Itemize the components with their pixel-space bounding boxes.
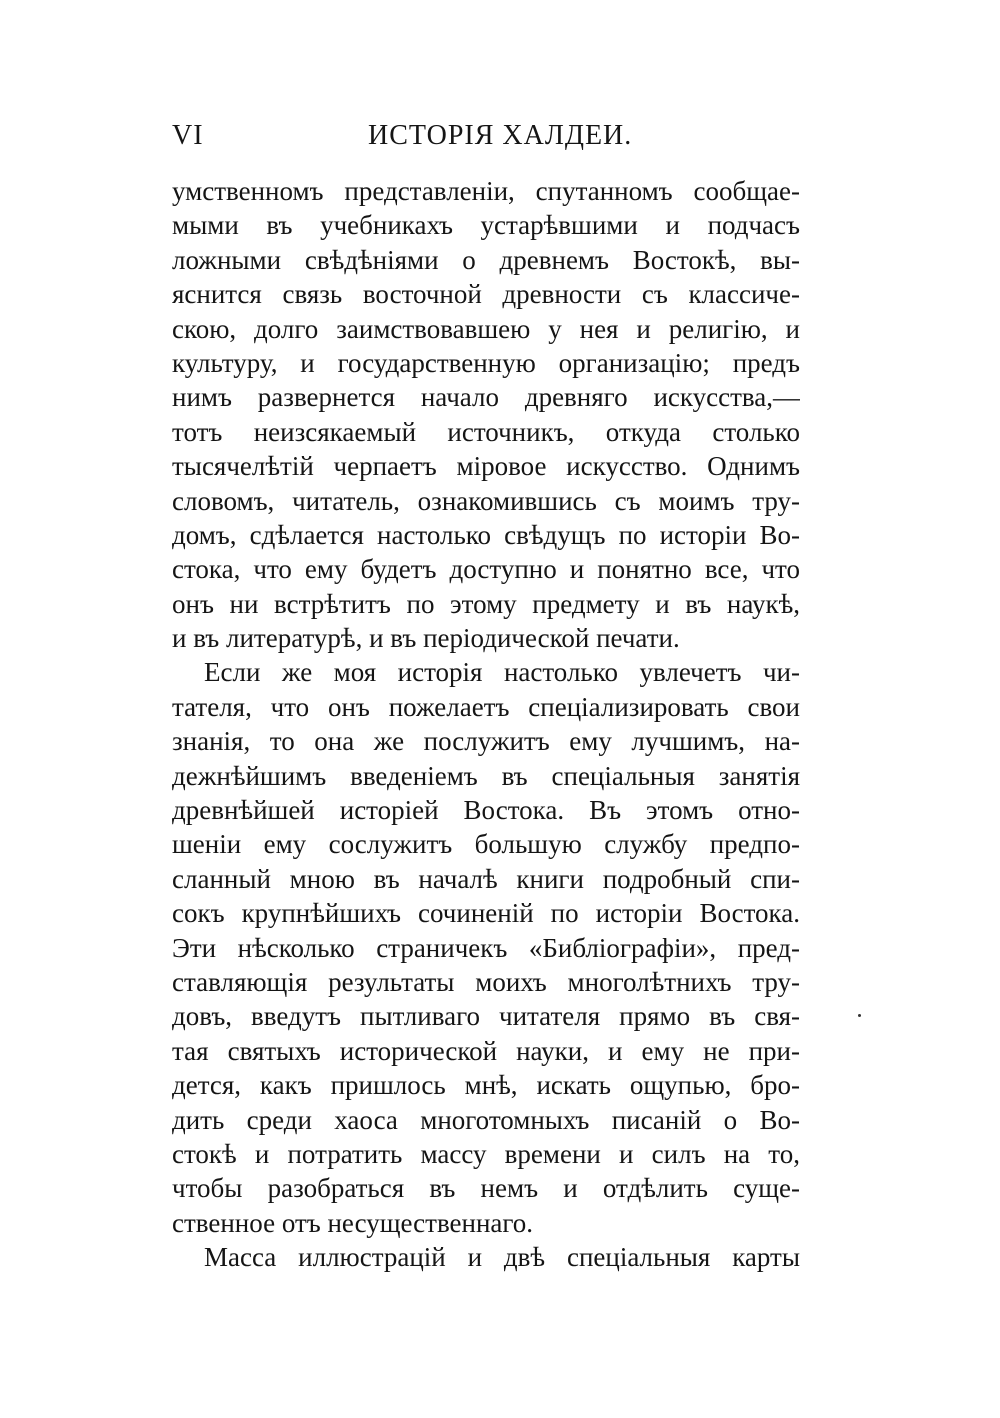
text-line: сланный мною въ началѣ книги подробный спи- (172, 863, 800, 894)
text-line: ственное отъ несущественнаго. (172, 1207, 534, 1238)
scan-speck (858, 1014, 861, 1017)
text-line: культуру, и государственную организацію; предъ (172, 347, 800, 378)
text-line: онъ ни встрѣтитъ по этому предмету и въ наукѣ, (172, 588, 800, 619)
text-line: стокѣ и потратить массу времени и силъ на то, (172, 1138, 800, 1169)
text-line: стока, что ему будетъ доступно и понятно все, что (172, 554, 800, 585)
running-title: ИСТОРІЯ ХАЛДЕИ. (368, 120, 633, 151)
body-text (172, 174, 800, 1275)
text-line: ложными свѣдѣніями о древнемъ Востокѣ, вы- (172, 244, 800, 275)
text-line: тателя, что онъ пожелаетъ спеціализировать свои (172, 691, 800, 722)
text-line: Эти нѣсколько страничекъ «Библіографіи», пред- (172, 932, 800, 963)
text-line: и въ литературѣ, и въ періодической печати. (172, 623, 680, 654)
text-line: тысячелѣтій черпаетъ міровое искусство. Однимъ (172, 451, 800, 482)
text-line: Масса иллюстрацій и двѣ спеціальныя карты (204, 1242, 800, 1273)
text-line: шеніи ему сослужитъ большую службу предпо- (172, 829, 800, 860)
text-line: тая святыхъ исторической науки, и ему не при- (172, 1035, 800, 1066)
text-line: довъ, введутъ пытливаго читателя прямо въ свя- (172, 1001, 800, 1032)
text-line: древнѣйшей исторіей Востока. Въ этомъ отно- (172, 795, 800, 826)
text-line: нимъ развернется начало древняго искусства,— (172, 382, 800, 413)
text-line: дить среди хаоса многотомныхъ писаній о Во- (172, 1104, 800, 1135)
text-line: дежнѣйшимъ введеніемъ въ спеціальныя занятія (172, 760, 800, 791)
text-line: дется, какъ пришлось мнѣ, искать ощупью, бро- (172, 1070, 800, 1101)
text-line: скою, долго заимствовавшею у нея и религію, и (172, 313, 800, 344)
text-line: домъ, сдѣлается настолько свѣдущъ по исторіи Во- (172, 519, 800, 550)
text-line: умственномъ представленіи, спутанномъ сообщае- (172, 176, 800, 206)
text-line: знанія, то она же послужитъ ему лучшимъ, на- (172, 726, 800, 757)
text-line: Если же моя исторія настолько увлечетъ чи- (204, 657, 800, 688)
text-line: сокъ крупнѣйшихъ сочиненій по исторіи Востока. (172, 898, 800, 929)
text-line: чтобы разобраться въ немъ и отдѣлить суще- (172, 1173, 800, 1204)
text-line: ставляющія результаты моихъ многолѣтнихъ тру- (172, 966, 800, 997)
text-line: мыми въ учебникахъ устарѣвшими и подчасъ (172, 210, 800, 241)
page-number: VI (172, 120, 204, 151)
page-header (172, 116, 800, 156)
text-line: тотъ неизсякаемый источникъ, откуда столько (172, 416, 800, 447)
text-line: яснится связь восточной древности съ классиче- (172, 279, 800, 310)
text-line: словомъ, читатель, ознакомившись съ моимъ тру- (172, 485, 800, 516)
